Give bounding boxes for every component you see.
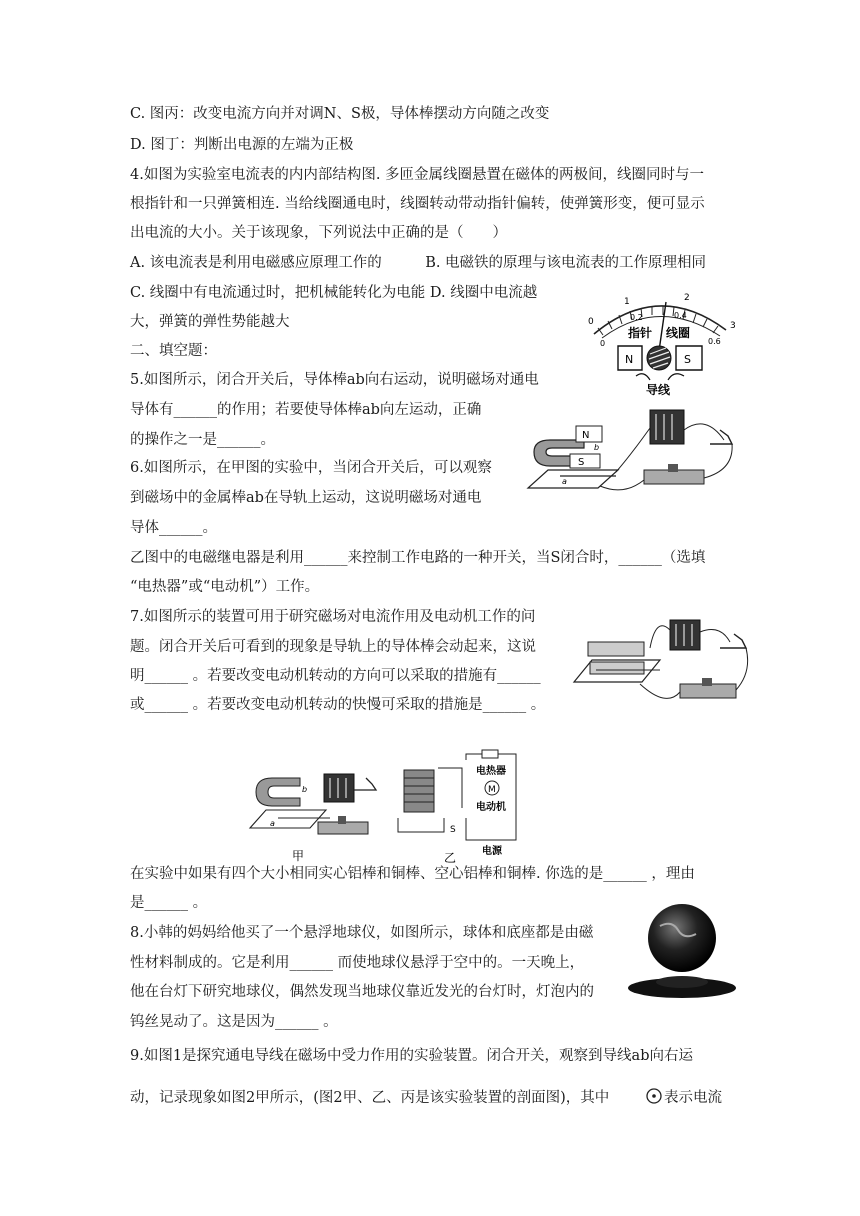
label-a: a (270, 819, 275, 828)
figure-yi (398, 750, 516, 865)
question-6-line-2: 到磁场中的金属棒ab在导轨上运动，这说明磁场对通电 (130, 490, 482, 506)
battery (324, 774, 354, 802)
question-9-line-1: 9.如图1是探究通电导线在磁场中受力作用的实验装置。闭合开关，观察到导线ab向右运 (130, 1048, 693, 1064)
question-8-line-1: 8.小韩的妈妈给他买了一个悬浮地球仪，如图所示，球体和底座都是由磁 (130, 925, 594, 941)
label-motor: 电动机 (476, 802, 506, 813)
label-yi: 乙 (444, 851, 457, 865)
question-7-line-6: 是______ 。 (130, 895, 208, 911)
figure-jia-yi (244, 748, 524, 866)
label-coil: 线圈 (666, 326, 691, 340)
scale-top-3: 3 (730, 321, 736, 331)
question-9-line-2-tail: 表示电流 (664, 1090, 722, 1106)
question-6-line-1: 6.如图所示，在甲图的实验中，当闭合开关后，可以观察 (130, 460, 492, 476)
question-4-option-d-cont: 大，弹簧的弹性势能越大 (130, 314, 290, 330)
question-5-apparatus-figure (520, 400, 750, 510)
label-n: N (582, 430, 590, 441)
rheostat (680, 684, 736, 698)
battery (650, 410, 684, 444)
label-s: S (684, 353, 691, 366)
heater (482, 750, 498, 758)
label-jia: 甲 (292, 849, 305, 863)
label-n: N (625, 353, 634, 366)
magnet-bottom (570, 454, 600, 468)
current-out-of-page-symbol (645, 1086, 663, 1106)
label-b: b (594, 443, 600, 452)
ammeter-structure-figure (574, 284, 744, 398)
label-s: S (450, 825, 456, 835)
text-line-option-d: D. 图丁：判断出电源的左端为正极 (130, 137, 354, 153)
question-4-options-cd: C. 线圈中有电流通过时，把机械能转化为电能 D. 线圈中电流越 (130, 285, 538, 301)
label-heater: 电热器 (476, 766, 506, 777)
question-6-line-4: 乙图中的电磁继电器是利用______来控制工作电路的一种开关，当S闭合时，______（选填 (130, 550, 706, 566)
scale-top-2: 2 (684, 293, 690, 303)
switch (710, 430, 732, 444)
question-8-line-2: 性材料制成的。它是利用______ 而使地球仪悬浮于空中的。一天晚上， (130, 955, 585, 971)
figure-jia (250, 774, 376, 863)
question-7-line-2: 题。闭合开关后可看到的现象是导轨上的导体棒会动起来，这说 (130, 639, 536, 655)
electromagnet (404, 770, 434, 812)
question-9-line-2: 动，记录现象如图2甲所示，(图2甲、乙、丙是该实验装置的剖面图)，其中 (130, 1090, 610, 1106)
question-5-line-1: 5.如图所示，闭合开关后，导体棒ab向右运动，说明磁场对通电 (130, 372, 539, 388)
text-line-option-c: C. 图丙：改变电流方向并对调N、S极，导体棒摆动方向随之改变 (130, 106, 550, 122)
question-7-line-1: 7.如图所示的装置可用于研究磁场对电流作用及电动机工作的问 (130, 609, 536, 625)
question-4-line-1: 4.如图为实验室电流表的内内部结构图. 多匝金属线圈悬置在磁体的两极间，线圈同时与一 (130, 167, 705, 183)
scale-bottom-0-4: 0.4 (674, 311, 687, 320)
label-pointer: 指针 (628, 326, 653, 340)
scale-top-1: 1 (624, 297, 630, 307)
scale-bottom-0-6: 0.6 (708, 337, 721, 346)
question-7-apparatus-figure (570, 612, 752, 724)
question-4-line-3: 出电流的大小。关于该现象，下列说法中正确的是（ ） (130, 225, 507, 241)
question-4-options-ab: A. 该电流表是利用电磁感应原理工作的 B. 电磁铁的原理与该电流表的工作原理相同 (130, 255, 707, 271)
label-wire: 导线 (646, 383, 671, 397)
switch (720, 634, 746, 648)
question-5-line-3: 的操作之一是______。 (130, 432, 275, 448)
label-motor-symbol: M (488, 785, 496, 795)
rheostat (644, 470, 704, 484)
battery (670, 620, 700, 650)
question-4-line-2: 根指针和一只弹簧相连. 当给线圈通电时，线圈转动带动指针偏转，使弹簧形变，便可显示 (130, 196, 705, 212)
scale-top-0: 0 (588, 317, 594, 327)
section-heading-fill-in: 二、填空题： (130, 343, 217, 359)
question-5-line-2: 导体有______的作用；若要使导体棒ab向左运动，正确 (130, 402, 482, 418)
label-power: 电源 (482, 846, 502, 857)
question-6-line-5: “电热器”或“电动机”）工作。 (130, 579, 320, 595)
question-7-line-4: 或______ 。若要改变电动机转动的快慢可采取的措施是______ 。 (130, 697, 546, 713)
question-8-line-4: 钨丝晃动了。这是因为______ 。 (130, 1014, 338, 1030)
question-8-line-3: 他在台灯下研究地球仪，偶然发现当地球仪靠近发光的台灯时，灯泡内的 (130, 984, 594, 1000)
scale-bottom-0-2: 0.2 (630, 313, 643, 322)
globe (648, 904, 716, 972)
label-a: a (562, 477, 567, 486)
question-6-line-3: 导体______。 (130, 520, 217, 536)
label-s: S (578, 457, 585, 468)
label-b: b (302, 785, 308, 794)
question-7-line-3: 明______ 。若要改变电动机转动的方向可以采取的措施有______ (130, 668, 541, 684)
floating-globe-figure (620, 900, 744, 1004)
scale-bottom-0: 0 (600, 339, 606, 348)
question-7-line-5: 在实验中如果有四个大小相同实心铝棒和铜棒、空心铝棒和铜棒. 你选的是______ ，理由 (130, 866, 695, 882)
